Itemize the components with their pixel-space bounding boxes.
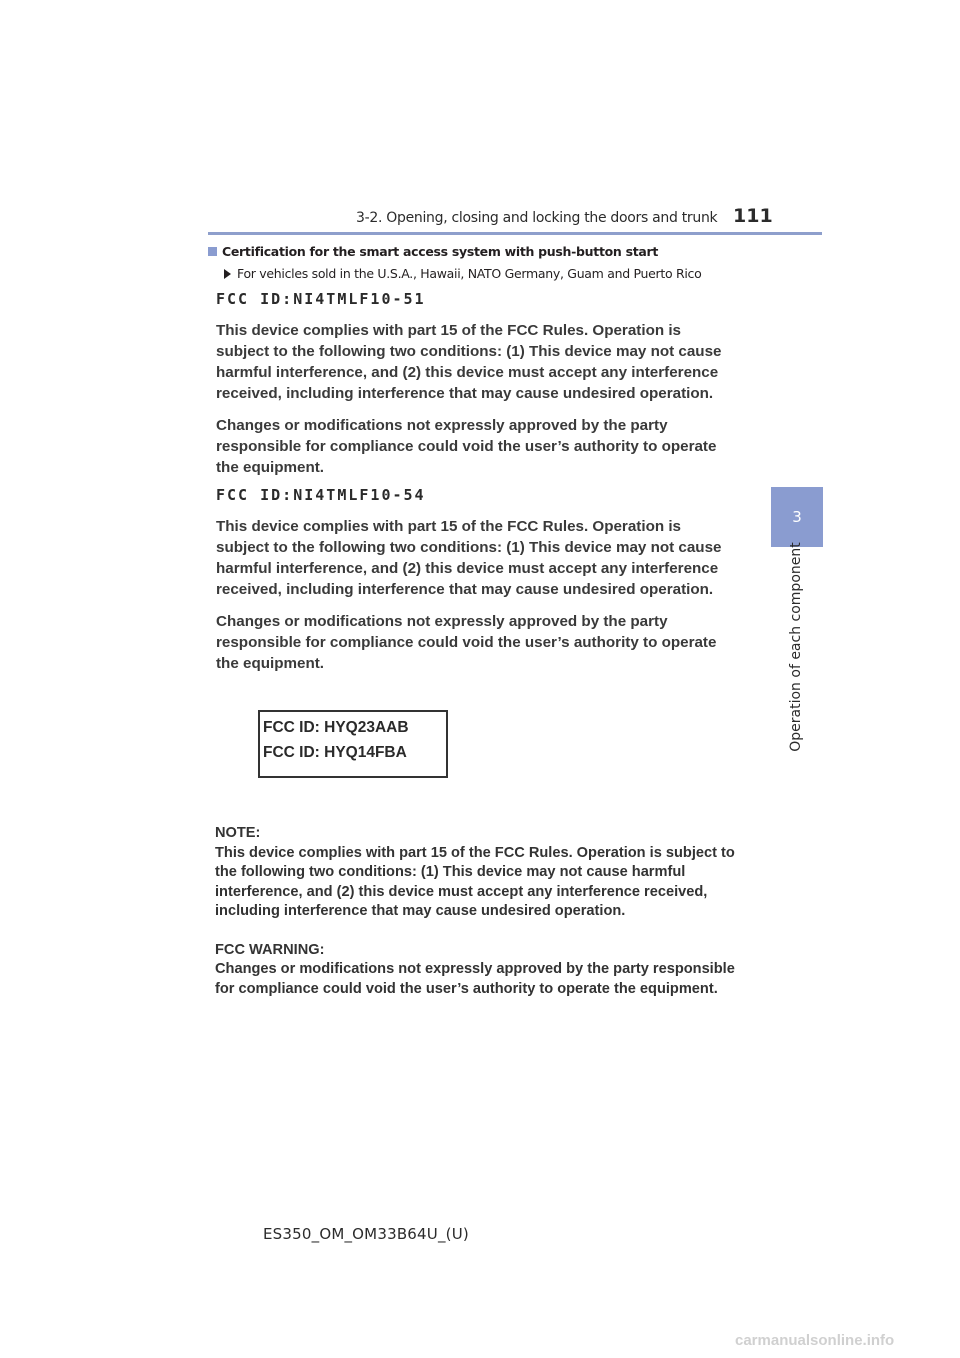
page-number: 111 xyxy=(733,205,773,227)
fcc-id-box xyxy=(258,710,448,778)
compliance-paragraph-2: This device complies with part 15 of the FCC Rules. Operation is subject to the following two conditions: (1) This device may not cause harmful interference, and (2) this device must accept any interference received, including interference that may cause undesired operation. xyxy=(216,518,722,598)
changes-paragraph-2: Changes or modifications not expressly approved by the party responsible for compliance could void the user’s authority to operate the equipment. xyxy=(216,613,717,672)
bullet-item xyxy=(224,266,701,281)
changes-paragraph-1: Changes or modifications not expressly approved by the party responsible for compliance could void the user’s authority to operate the equipment. xyxy=(216,417,717,476)
fcc-label-image xyxy=(210,290,740,685)
note-block xyxy=(215,824,735,999)
chapter-title: Operation of each component xyxy=(788,542,804,752)
fcc-warning-text: Changes or modifications not expressly approved by the party responsible for compliance could void the user’s authority to operate the equipment. xyxy=(215,961,735,997)
compliance-paragraph-1: This device complies with part 15 of the FCC Rules. Operation is subject to the following two conditions: (1) This device may not cause harmful interference, and (2) this device must accept any interference received, including interference that may cause undesired operation. xyxy=(216,322,722,402)
square-bullet-icon xyxy=(208,247,217,256)
chapter-number: 3 xyxy=(792,508,802,526)
section-title: 3-2. Opening, closing and locking the doors and trunk xyxy=(356,210,718,226)
chapter-tab[interactable] xyxy=(771,487,823,547)
section-heading xyxy=(208,244,658,259)
fcc-id-2: FCC ID:NI4TMLF10-54 xyxy=(216,486,426,504)
bullet-text: For vehicles sold in the U.S.A., Hawaii, NATO Germany, Guam and Puerto Rico xyxy=(237,266,702,281)
note-text: This device complies with part 15 of the FCC Rules. Operation is subject to the following two conditions: (1) This device may not cause harmful interference, and (2) this device must accept any interference received, including interference that may cause undesired operation. xyxy=(215,844,735,919)
header-divider xyxy=(208,232,822,235)
fcc-id-box-line-1: FCC ID: HYQ23AAB xyxy=(263,719,409,736)
fcc-id-box-line-2: FCC ID: HYQ14FBA xyxy=(263,744,407,761)
doc-code: ES350_OM_OM33B64U_(U) xyxy=(263,1225,469,1243)
fcc-id-1: FCC ID:NI4TMLF10-51 xyxy=(216,290,426,308)
section-heading-text: Certification for the smart access system with push-button start xyxy=(222,244,659,259)
note-title: NOTE: xyxy=(215,825,261,841)
watermark: carmanualsonline.info xyxy=(735,1332,895,1349)
triangle-bullet-icon xyxy=(224,269,231,279)
fcc-warning-title: FCC WARNING: xyxy=(215,941,325,958)
